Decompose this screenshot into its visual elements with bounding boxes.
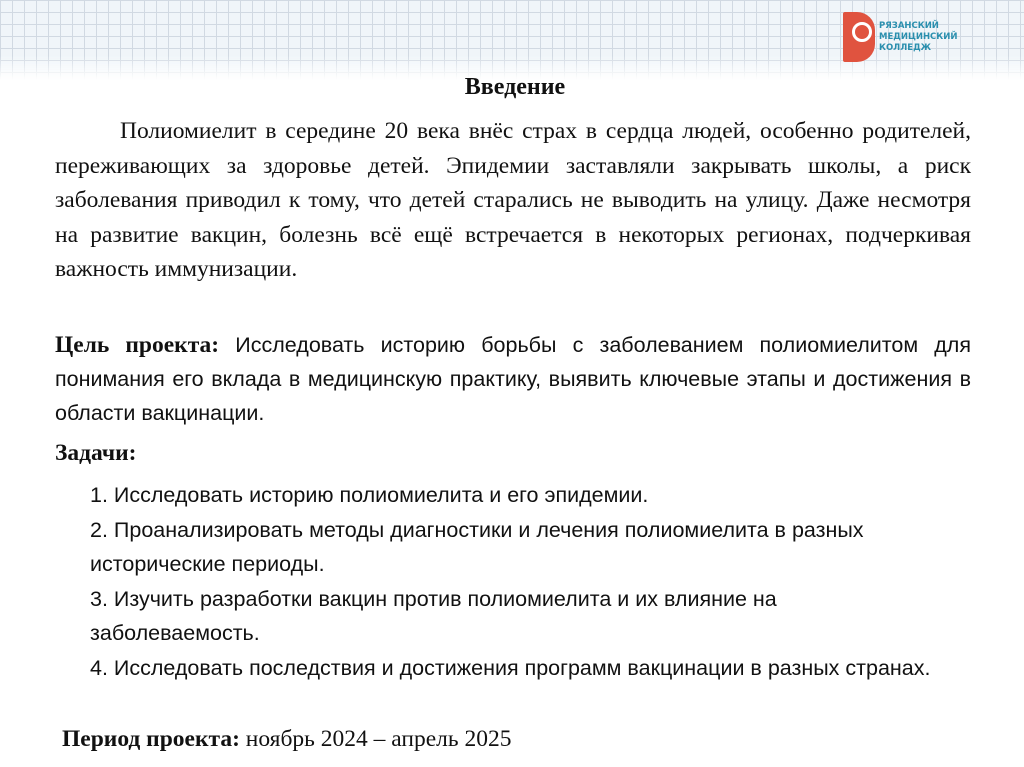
logo-line: МЕДИЦИНСКИЙ — [879, 31, 958, 42]
logo-line: РЯЗАНСКИЙ — [879, 20, 939, 31]
task-item: 2. Проанализировать методы диагностики и лечения полиомиелита в разных исторические периоды. — [90, 517, 864, 576]
college-logo — [843, 12, 957, 62]
goal-paragraph — [55, 328, 971, 430]
task-item: 3. Изучить разработки вакцин против полиомиелита и их влияние на заболеваемость. — [90, 586, 777, 645]
tasks-heading: Задачи: — [55, 440, 137, 466]
task-item: 4. Исследовать последствия и достижения программ вакцинации в разных странах. — [90, 655, 931, 680]
period-text: ноябрь 2024 – апрель 2025 — [239, 726, 512, 752]
goal-text: Исследовать историю борьбы с заболеванием полиомиелитом для понимания его вклада в медицинскую практику, выявить ключевые этапы и достижения в области вакцинации. — [55, 333, 971, 425]
logo-line: КОЛЛЕДЖ — [879, 42, 932, 53]
project-period — [62, 726, 511, 753]
tasks-list — [90, 478, 950, 685]
slide-title: Введение — [464, 74, 566, 100]
period-label: Период проекта: — [62, 726, 240, 752]
goal-label: Цель проекта: — [55, 332, 220, 358]
logo-icon — [843, 12, 875, 62]
intro-paragraph: Полиомиелит в середине 20 века внёс страх в сердца людей, особенно родителей, переживающих за здоровье детей. Эпидемии заставляли закрывать школы, а риск заболевания приводил к тому, что детей старались не выводить на улицу. Даже несмотря на развитие вакцин, болезнь всё ещё встречается в некоторых регионах, подчеркивая важность иммунизации. — [55, 118, 971, 282]
task-item: 1. Исследовать историю полиомиелита и его эпидемии. — [90, 483, 649, 507]
